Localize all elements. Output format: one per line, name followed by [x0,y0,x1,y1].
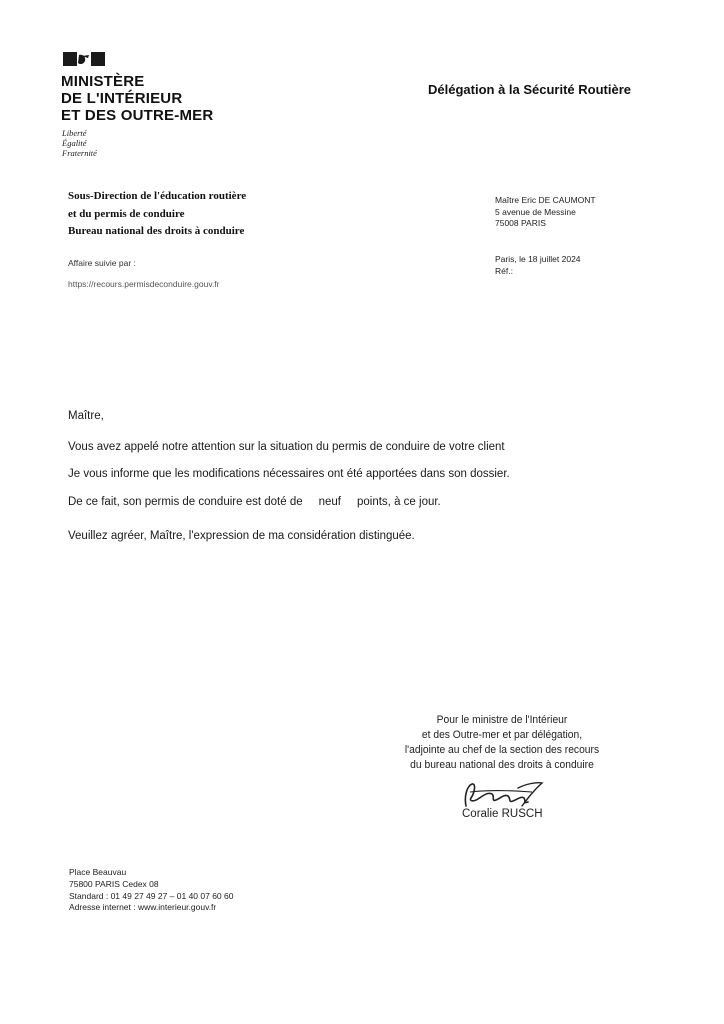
ministry-line-3: ET DES OUTRE-MER [61,107,214,124]
recipient-street: 5 avenue de Messine [495,206,576,217]
sender-department [68,188,246,241]
footer-line-2: 75800 PARIS Cedex 08 [69,878,159,889]
affaire-suivie: Affaire suivie par : [68,258,136,268]
points-count: neuf [318,496,341,508]
sig-line-4: du bureau national des droits à conduire [410,759,594,771]
letter-ref: Réf.: [495,265,513,276]
para3-before: De ce fait, son permis de conduire est doté de [68,496,303,508]
ministry-line-2: DE L'INTÉRIEUR [61,90,183,107]
subdir-line-1: Sous-Direction de l'éducation routière [68,190,247,202]
sig-line-2: et des Outre-mer et par délégation, [421,729,583,741]
handwritten-signature-icon [458,778,548,812]
date-reference [495,254,581,277]
ministry-line-1: MINISTÈRE [61,73,145,90]
subdir-line-3: Bureau national des droits à conduire [68,225,245,237]
motto-liberte: Liberté [62,128,87,138]
sig-line-1: Pour le ministre de l'Intérieur [436,714,568,726]
closing-formula: Veuillez agréer, Maître, l'expression de ma considération distinguée. [68,530,415,542]
footer-address [69,867,233,914]
subdir-line-2: et du permis de conduire [68,207,185,220]
delegation-title: Délégation à la Sécurité Routière [428,82,632,97]
recours-website-link[interactable]: https://recours.permisdeconduire.gouv.fr [68,279,220,289]
footer-line-4: Adresse internet : www.interieur.gouv.fr [69,902,217,913]
footer-line-1: Place Beauvau [69,867,127,877]
salutation: Maître, [68,410,104,422]
recipient-name: Maître Eric DE CAUMONT [495,195,596,205]
sig-line-3: l'adjointe au chef de la section des recours [404,744,600,756]
marianne-logo-icon [63,52,105,66]
letter-date: Paris, le 18 juillet 2024 [495,254,581,264]
motto-fraternite: Fraternité [62,148,97,158]
body-paragraph-1: Vous avez appelé notre attention sur la situation du permis de conduire de votre client [68,441,505,453]
signature-delegation-block [373,713,631,773]
recipient-city: 75008 PARIS [495,218,546,228]
body-paragraph-2: Je vous informe que les modifications nécessaires ont été apportées dans son dossier. [68,468,510,480]
motto-egalite: Égalité [62,138,87,148]
recipient-address [495,195,596,230]
para3-after: points, à ce jour. [357,496,441,508]
body-paragraph-3 [68,496,441,508]
republic-motto [62,128,97,158]
signer-name: Coralie RUSCH [462,808,543,820]
ministry-name [61,73,213,124]
footer-line-3: Standard : 01 49 27 49 27 – 01 40 07 60 60 [69,890,234,901]
